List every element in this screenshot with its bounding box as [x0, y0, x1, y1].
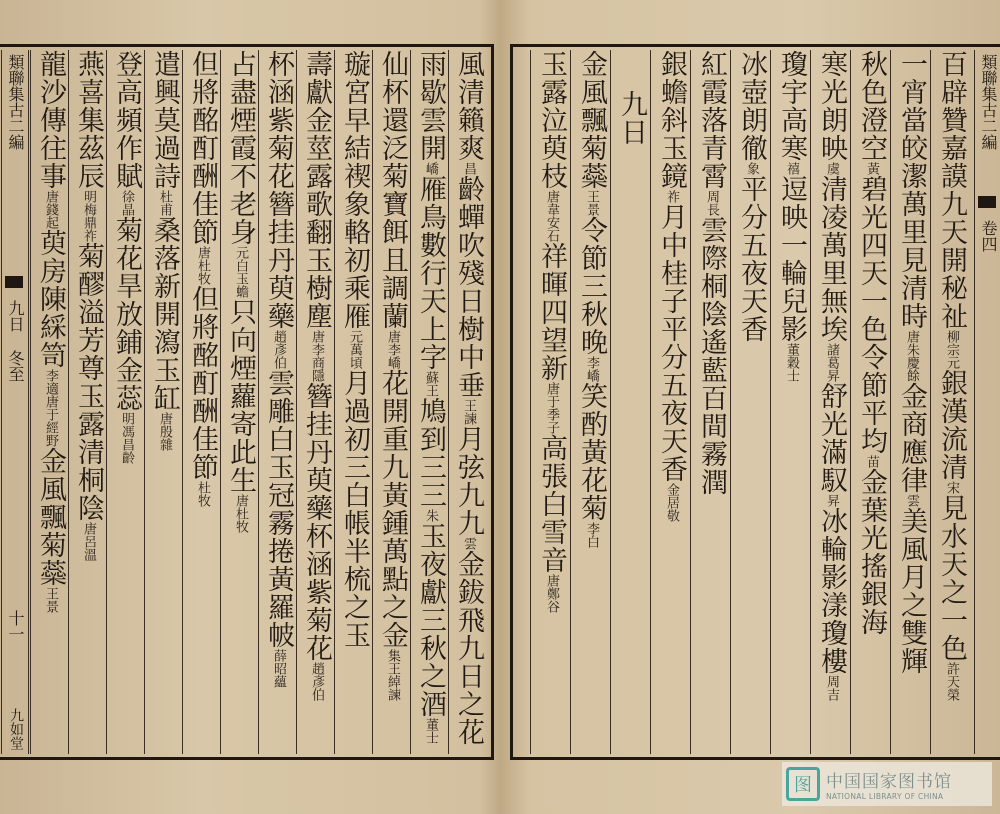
author-attribution: 嶠: [584, 369, 599, 382]
author-attribution: 呂: [81, 535, 96, 548]
right_page-text-column: [650, 50, 691, 754]
author-attribution: 李: [385, 343, 400, 356]
couplet-line: 寒光朗映: [816, 50, 847, 162]
left_page-text-column: [296, 50, 335, 754]
couplet-line: 冰壺朗徹: [736, 50, 767, 162]
couplet-line: 萸房陳綵笥: [35, 229, 66, 369]
couplet-line: 平分五夜天香: [736, 175, 767, 343]
author-attribution: 王: [461, 399, 476, 412]
couplet-line: 祥暉四望新: [536, 242, 567, 382]
right_page-text-column: [610, 50, 651, 754]
author-attribution: 明: [81, 190, 96, 203]
fish-tail-mark: [5, 276, 23, 288]
studio-name: 九如堂: [8, 708, 24, 750]
left-page-center-fold: [1, 50, 29, 754]
left_page-text-column: [144, 50, 183, 754]
author-attribution: 餘: [904, 369, 919, 382]
author-attribution: 象: [744, 162, 759, 175]
couplet-line: 雲際桐陰遙藍百間霧潤: [696, 216, 727, 496]
couplet-line: 笑酌黃花菊: [576, 382, 607, 522]
author-attribution: 昌: [119, 438, 134, 451]
author-attribution: 朱: [423, 509, 438, 522]
leaf-number: 十一: [6, 610, 25, 642]
couplet-line: 菊花旱放鋪金蕊: [111, 216, 142, 412]
couplet-line: 月中桂子平分五夜天香: [656, 203, 687, 483]
author-attribution: 王: [43, 587, 58, 600]
author-attribution: 周: [824, 675, 839, 688]
author-attribution: 周: [704, 190, 719, 203]
couplet-line: 銀漢流清: [936, 369, 967, 481]
couplet-line: 登高頻作賦: [111, 50, 142, 190]
author-attribution: 徐: [119, 190, 134, 203]
right-page-center-fold: [974, 50, 1000, 754]
left_page-text-column: [220, 50, 259, 754]
couplet-line: 仙杯還泛菊: [377, 50, 408, 190]
author-attribution: 子: [544, 421, 559, 434]
author-attribution: 趙彥伯: [271, 330, 286, 369]
couplet-line: 只向煙蘿寄此生: [225, 298, 256, 494]
couplet-line: 銀蟾斜玉鏡: [656, 50, 687, 190]
section-name: 九日: [6, 300, 25, 332]
watermark-chinese: 中国国家图书馆: [826, 772, 952, 792]
author-attribution: 虞: [824, 162, 839, 175]
couplet-line: 龍沙傳往事: [35, 50, 66, 190]
left_page-text-column: [372, 50, 411, 754]
author-attribution: 李: [43, 369, 58, 382]
couplet-line: 雲雕白玉冠: [263, 369, 294, 509]
couplet-line: 遣興莫過詩: [149, 50, 180, 190]
couplet-line: 壽獻金莖露: [301, 50, 332, 190]
couplet-line: 百辟贊嘉謨九天開秘祉: [936, 50, 967, 330]
author-attribution: 甫: [157, 203, 172, 216]
couplet-line: 桑落新開瀉玉缸: [149, 216, 180, 412]
couplet-line: 白帳半梳之玉: [339, 481, 370, 649]
couplet-line: 冰輪影漾瓊樓: [816, 507, 847, 675]
author-attribution: 蘇: [423, 371, 438, 384]
author-attribution: 唐: [544, 574, 559, 587]
couplet-line: 舒光滿馭: [816, 382, 847, 494]
author-attribution: 董: [784, 343, 799, 356]
couplet-line: 高張白雪音: [536, 434, 567, 574]
author-attribution: 牧: [233, 520, 248, 533]
couplet-line: 占盡煙霞不老身: [225, 50, 256, 246]
author-attribution: 嶠: [385, 356, 400, 369]
couplet-line: 寶餌且調蘭: [377, 190, 408, 330]
author-attribution: 唐: [309, 330, 324, 343]
author-attribution: 唐: [233, 494, 248, 507]
author-attribution: 柳宗元: [944, 330, 959, 369]
couplet-line: 雨歇雲開: [415, 50, 446, 162]
couplet-line: 花開重九: [377, 369, 408, 481]
right_page-text-column: [570, 50, 611, 754]
author-attribution: 適: [43, 382, 58, 395]
couplet-line: 鳩到三三: [415, 397, 446, 509]
author-attribution: 安: [544, 216, 559, 229]
couplet-line: 霧捲黃羅帔: [263, 509, 294, 649]
couplet-line: 象輅初乘雁: [339, 190, 370, 330]
couplet-line: 見水天之一色: [936, 494, 967, 662]
couplet-line: 清凌萬里無埃: [816, 175, 847, 343]
author-attribution: 諸: [824, 343, 839, 356]
author-attribution: 唐: [157, 412, 172, 425]
author-attribution: 天: [944, 675, 959, 688]
author-attribution: 白: [233, 259, 248, 272]
author-attribution: 祚: [664, 190, 679, 203]
left_page-text-column: [258, 50, 297, 754]
author-attribution: 吉: [824, 688, 839, 701]
author-attribution: 杜: [157, 190, 172, 203]
author-attribution: 唐: [544, 382, 559, 395]
couplet-line: 金鈸飛九日之花: [453, 550, 484, 746]
author-attribution: 葛: [824, 356, 839, 369]
right_page-text-column: [690, 50, 731, 754]
right_page-text-column: [810, 50, 851, 754]
author-attribution: 趙彥伯: [309, 662, 324, 701]
author-attribution: 錢: [43, 203, 58, 216]
couplet-line: 金風飄菊蘂: [576, 50, 607, 190]
author-attribution: 唐: [43, 190, 58, 203]
author-attribution: 齡: [119, 451, 134, 464]
author-attribution: 許: [944, 662, 959, 675]
author-attribution: 季: [544, 408, 559, 421]
couplet-line: 玉露清桐陰: [73, 382, 104, 522]
author-attribution: 杜: [195, 481, 210, 494]
author-attribution: 牧: [195, 494, 210, 507]
couplet-line: 歌翻玉樹塵: [301, 190, 332, 330]
author-attribution: 金居敬: [664, 483, 679, 522]
author-attribution: 杜: [195, 259, 210, 272]
couplet-line: 一宵當皎潔萬里見清時: [896, 50, 927, 330]
couplet-line: 碧光四天一色: [856, 175, 887, 343]
author-attribution: 穀: [784, 356, 799, 369]
couplet-line: 金商應律: [896, 382, 927, 494]
author-attribution: 唐: [195, 246, 210, 259]
couplet-line: 杯涵紫菊花: [263, 50, 294, 190]
right_page-text-column: [850, 50, 891, 754]
author-attribution: 韋: [544, 203, 559, 216]
left_page-text-column: [182, 50, 221, 754]
author-attribution: 元萬頃: [347, 330, 362, 369]
author-attribution: 李: [584, 356, 599, 369]
book-title-right: 類聯集古二編: [979, 54, 998, 150]
couplet-line: 紅霞落青霄: [696, 50, 727, 190]
author-attribution: 昇: [824, 494, 839, 507]
couplet-line: 但將酩酊酬佳節: [187, 50, 218, 246]
couplet-line: 雁: [415, 175, 446, 203]
library-logo-icon: 图: [786, 767, 820, 801]
author-attribution: 石: [544, 229, 559, 242]
couplet-line: 令節三秋晚: [576, 216, 607, 356]
author-attribution: 鄭: [544, 587, 559, 600]
left_page-text-column: [448, 50, 487, 754]
author-attribution: 李商隱: [309, 343, 324, 382]
couplet-line: 簪挂丹萸藥: [263, 190, 294, 330]
book-title: 類聯集古二編: [6, 54, 25, 150]
author-attribution: 雲: [461, 537, 476, 550]
couplet-line: 月弦九九: [453, 425, 484, 537]
fish-tail-mark-right: [978, 196, 996, 208]
author-attribution: 杜: [233, 507, 248, 520]
author-attribution: 朱: [904, 343, 919, 356]
author-attribution: 士: [423, 731, 438, 744]
author-attribution: 榮: [944, 688, 959, 701]
couplet-line: 鳥數行天上字: [415, 203, 446, 371]
author-attribution: 唐: [544, 190, 559, 203]
author-attribution: 長: [704, 203, 719, 216]
left_page-text-column: [30, 50, 69, 754]
author-attribution: 明: [119, 412, 134, 425]
author-attribution: 禧: [784, 162, 799, 175]
right_page-text-column: [930, 50, 971, 754]
author-attribution: 慶: [904, 356, 919, 369]
author-attribution: 雜: [157, 438, 172, 451]
author-attribution: 宋: [944, 481, 959, 494]
right_page-text-column: [730, 50, 771, 754]
couplet-line: 黃鍾萬點之金: [377, 481, 408, 649]
couplet-line: 藥杯涵紫菊花: [301, 494, 332, 662]
author-attribution: 王: [584, 190, 599, 203]
right-page: [510, 44, 1000, 760]
author-attribution: 于: [544, 395, 559, 408]
author-attribution: 董: [423, 718, 438, 731]
watermark-english: NATIONAL LIBRARY OF CHINA: [826, 792, 944, 801]
author-attribution: 王: [423, 384, 438, 397]
left_page-text-column: [106, 50, 145, 754]
author-attribution: 梅鼎祚: [81, 203, 96, 242]
couplet-line: 簪挂丹萸: [301, 382, 332, 494]
author-attribution: 士: [784, 369, 799, 382]
section-heading: 九日: [616, 90, 647, 146]
couplet-line: 令節平均: [856, 343, 887, 455]
author-attribution: 元: [233, 246, 248, 259]
author-attribution: 白: [584, 535, 599, 548]
author-attribution: 玉蟾: [233, 272, 248, 298]
left_page-text-column: [68, 50, 107, 754]
author-attribution: 黃: [864, 162, 879, 175]
author-attribution: 谷: [544, 600, 559, 613]
couplet-line: 蟬吹殘日樹中垂: [453, 203, 484, 399]
author-attribution: 唐: [81, 522, 96, 535]
author-attribution: 集王綽諫: [385, 649, 400, 701]
author-attribution: 昌: [461, 162, 476, 175]
author-attribution: 殷: [157, 425, 172, 438]
library-watermark: [782, 762, 992, 806]
author-attribution: 馮: [119, 425, 134, 438]
couplet-line: 風清籟爽: [453, 50, 484, 162]
couplet-line: 玉夜獻三秋之酒: [415, 522, 446, 718]
author-attribution: 景: [584, 203, 599, 216]
author-attribution: 李: [584, 522, 599, 535]
author-attribution: 起: [43, 216, 58, 229]
author-attribution: 嶠: [423, 162, 438, 175]
author-attribution: 晶: [119, 203, 134, 216]
volume-label: 卷四: [979, 220, 998, 252]
couplet-line: 璇宮早結禊: [339, 50, 370, 190]
couplet-line: 金風飄菊蘂: [35, 447, 66, 587]
author-attribution: 溫: [81, 548, 96, 561]
couplet-line: 月過初三: [339, 369, 370, 481]
author-attribution: 苗: [864, 455, 879, 468]
couplet-line: 秋色澄空: [856, 50, 887, 162]
couplet-line: 但將酩酊酬佳節: [187, 285, 218, 481]
author-attribution: 雲: [904, 494, 919, 507]
author-attribution: 諫: [461, 412, 476, 425]
right_page-text-column: [890, 50, 931, 754]
author-attribution: 薛昭蘊: [271, 649, 286, 688]
couplet-line: 玉露泣萸枝: [536, 50, 567, 190]
couplet-line: 金葉光搖銀海: [856, 468, 887, 636]
right_page-text-column: [530, 50, 571, 754]
couplet-line: 菊醪溢芳尊: [73, 242, 104, 382]
left_page-text-column: [334, 50, 373, 754]
author-attribution: 昇: [824, 369, 839, 382]
couplet-line: 逗映一輪兒影: [776, 175, 807, 343]
couplet-line: 齡: [453, 175, 484, 203]
author-attribution: 唐于經野: [43, 395, 58, 447]
author-attribution: 景: [43, 600, 58, 613]
couplet-line: 美風月之雙輝: [896, 507, 927, 675]
couplet-line: 燕喜集茲辰: [73, 50, 104, 190]
author-attribution: 唐: [904, 330, 919, 343]
left-page: [0, 44, 494, 760]
author-attribution: 唐: [385, 330, 400, 343]
right_page-text-column: [770, 50, 811, 754]
couplet-line: 瓊宇高寒: [776, 50, 807, 162]
category-name: 冬至: [6, 350, 25, 382]
author-attribution: 牧: [195, 272, 210, 285]
left_page-text-column: [410, 50, 449, 754]
